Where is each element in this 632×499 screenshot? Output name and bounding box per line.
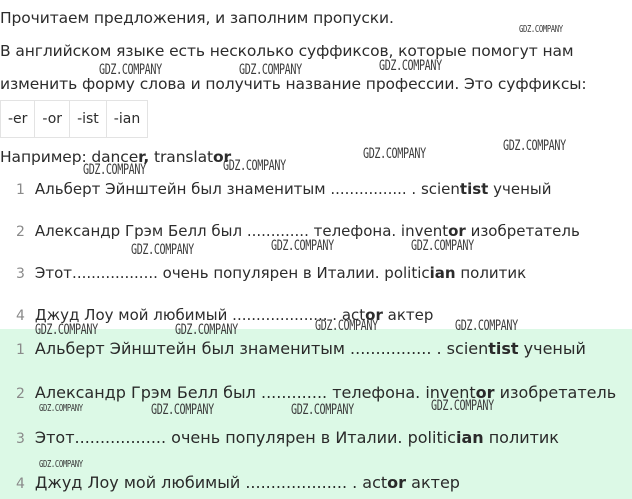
instruction-text: Прочитаем предложения, и заполним пропуски. bbox=[0, 9, 394, 27]
item-number: 3 bbox=[16, 431, 25, 447]
item-number: 4 bbox=[16, 308, 25, 324]
item-translation: политик bbox=[455, 264, 527, 282]
watermark: GDZ.COMPANY bbox=[411, 238, 474, 254]
item-text: Альберт Эйнштейн был знаменитым ................ . scien bbox=[34, 339, 489, 358]
item-text: Этот.................. очень популярен в Италии. politic bbox=[34, 428, 456, 447]
suffix-cell: -ian bbox=[113, 111, 141, 127]
item-text: Джуд Лоу мой любимый .................... . act bbox=[34, 473, 388, 492]
watermark: GDZ.COMPANY bbox=[503, 138, 566, 154]
item-suffix: or bbox=[475, 383, 495, 402]
exercise-item bbox=[16, 180, 551, 198]
watermark: GDZ.COMPANY bbox=[379, 58, 442, 74]
watermark: GDZ.COMPANY bbox=[455, 318, 518, 334]
answer-item bbox=[16, 339, 586, 358]
example-word-1: dance bbox=[91, 148, 139, 166]
suffix-cell: -er bbox=[1, 101, 35, 137]
item-translation: актер bbox=[382, 306, 434, 324]
watermark: GDZ.COMPANY bbox=[271, 238, 334, 254]
item-text: Александр Грэм Белл был ............. телефона. invent bbox=[34, 383, 476, 402]
watermark: GDZ.COMPANY bbox=[151, 402, 214, 418]
watermark: GDZ.COMPANY bbox=[315, 318, 378, 334]
suffix-cell: -or bbox=[35, 101, 70, 137]
item-suffix: tist bbox=[459, 180, 489, 198]
item-suffix: ian bbox=[429, 264, 456, 282]
suffix-table bbox=[0, 100, 148, 138]
item-text: Альберт Эйнштейн был знаменитым ................ . scien bbox=[34, 180, 460, 198]
watermark: GDZ.COMPANY bbox=[35, 322, 98, 338]
item-translation: актер bbox=[406, 473, 460, 492]
suffix-cell: -ist bbox=[70, 101, 107, 137]
watermark: GDZ.COMPANY bbox=[131, 242, 194, 258]
watermark: GDZ.COMPANY bbox=[39, 459, 83, 470]
example-label: Например: bbox=[0, 148, 92, 166]
item-number: 3 bbox=[16, 266, 25, 282]
intro-line-1: В английском языке есть несколько суффиксов, которые помогут нам bbox=[0, 42, 574, 60]
item-number: 2 bbox=[16, 386, 25, 402]
item-suffix: or bbox=[448, 222, 466, 240]
example-suffix-1: r, bbox=[138, 148, 150, 166]
item-number: 4 bbox=[16, 476, 25, 492]
watermark: GDZ.COMPANY bbox=[239, 62, 302, 78]
item-number: 1 bbox=[16, 342, 25, 358]
item-text: Александр Грэм Белл был ............. телефона. invent bbox=[34, 222, 449, 240]
watermark: GDZ.COMPANY bbox=[99, 62, 162, 78]
answer-item bbox=[16, 383, 616, 402]
watermark: GDZ.COMPANY bbox=[291, 402, 354, 418]
item-translation: ученый bbox=[488, 180, 552, 198]
answer-item bbox=[16, 428, 559, 447]
item-suffix: or bbox=[365, 306, 383, 324]
item-number: 2 bbox=[16, 224, 25, 240]
item-suffix: ian bbox=[455, 428, 484, 447]
item-translation: политик bbox=[483, 428, 559, 447]
watermark: GDZ.COMPANY bbox=[83, 162, 146, 178]
item-text: Этот.................. очень популярен в Италии. politic bbox=[34, 264, 430, 282]
watermark: GDZ.COMPANY bbox=[175, 322, 238, 338]
example-suffix-2: or bbox=[212, 148, 232, 166]
watermark: GDZ.COMPANY bbox=[363, 146, 426, 162]
item-suffix: or bbox=[387, 473, 407, 492]
watermark: GDZ.COMPANY bbox=[431, 398, 494, 414]
item-translation: изобретатель bbox=[494, 383, 617, 402]
answer-item bbox=[16, 473, 460, 492]
example-word-2: translat bbox=[149, 148, 213, 166]
exercise-item bbox=[16, 264, 526, 282]
item-text: Джуд Лоу мой любимый .................... . act bbox=[34, 306, 366, 324]
item-number: 1 bbox=[16, 182, 25, 198]
item-translation: ученый bbox=[518, 339, 586, 358]
item-suffix: tist bbox=[488, 339, 519, 358]
intro-line-2: изменить форму слова и получить название профессии. Это суффиксы: bbox=[0, 75, 587, 93]
watermark: GDZ.COMPANY bbox=[223, 158, 286, 174]
watermark: GDZ.COMPANY bbox=[519, 24, 563, 35]
watermark: GDZ.COMPANY bbox=[39, 403, 83, 414]
item-translation: изобретатель bbox=[465, 222, 580, 240]
